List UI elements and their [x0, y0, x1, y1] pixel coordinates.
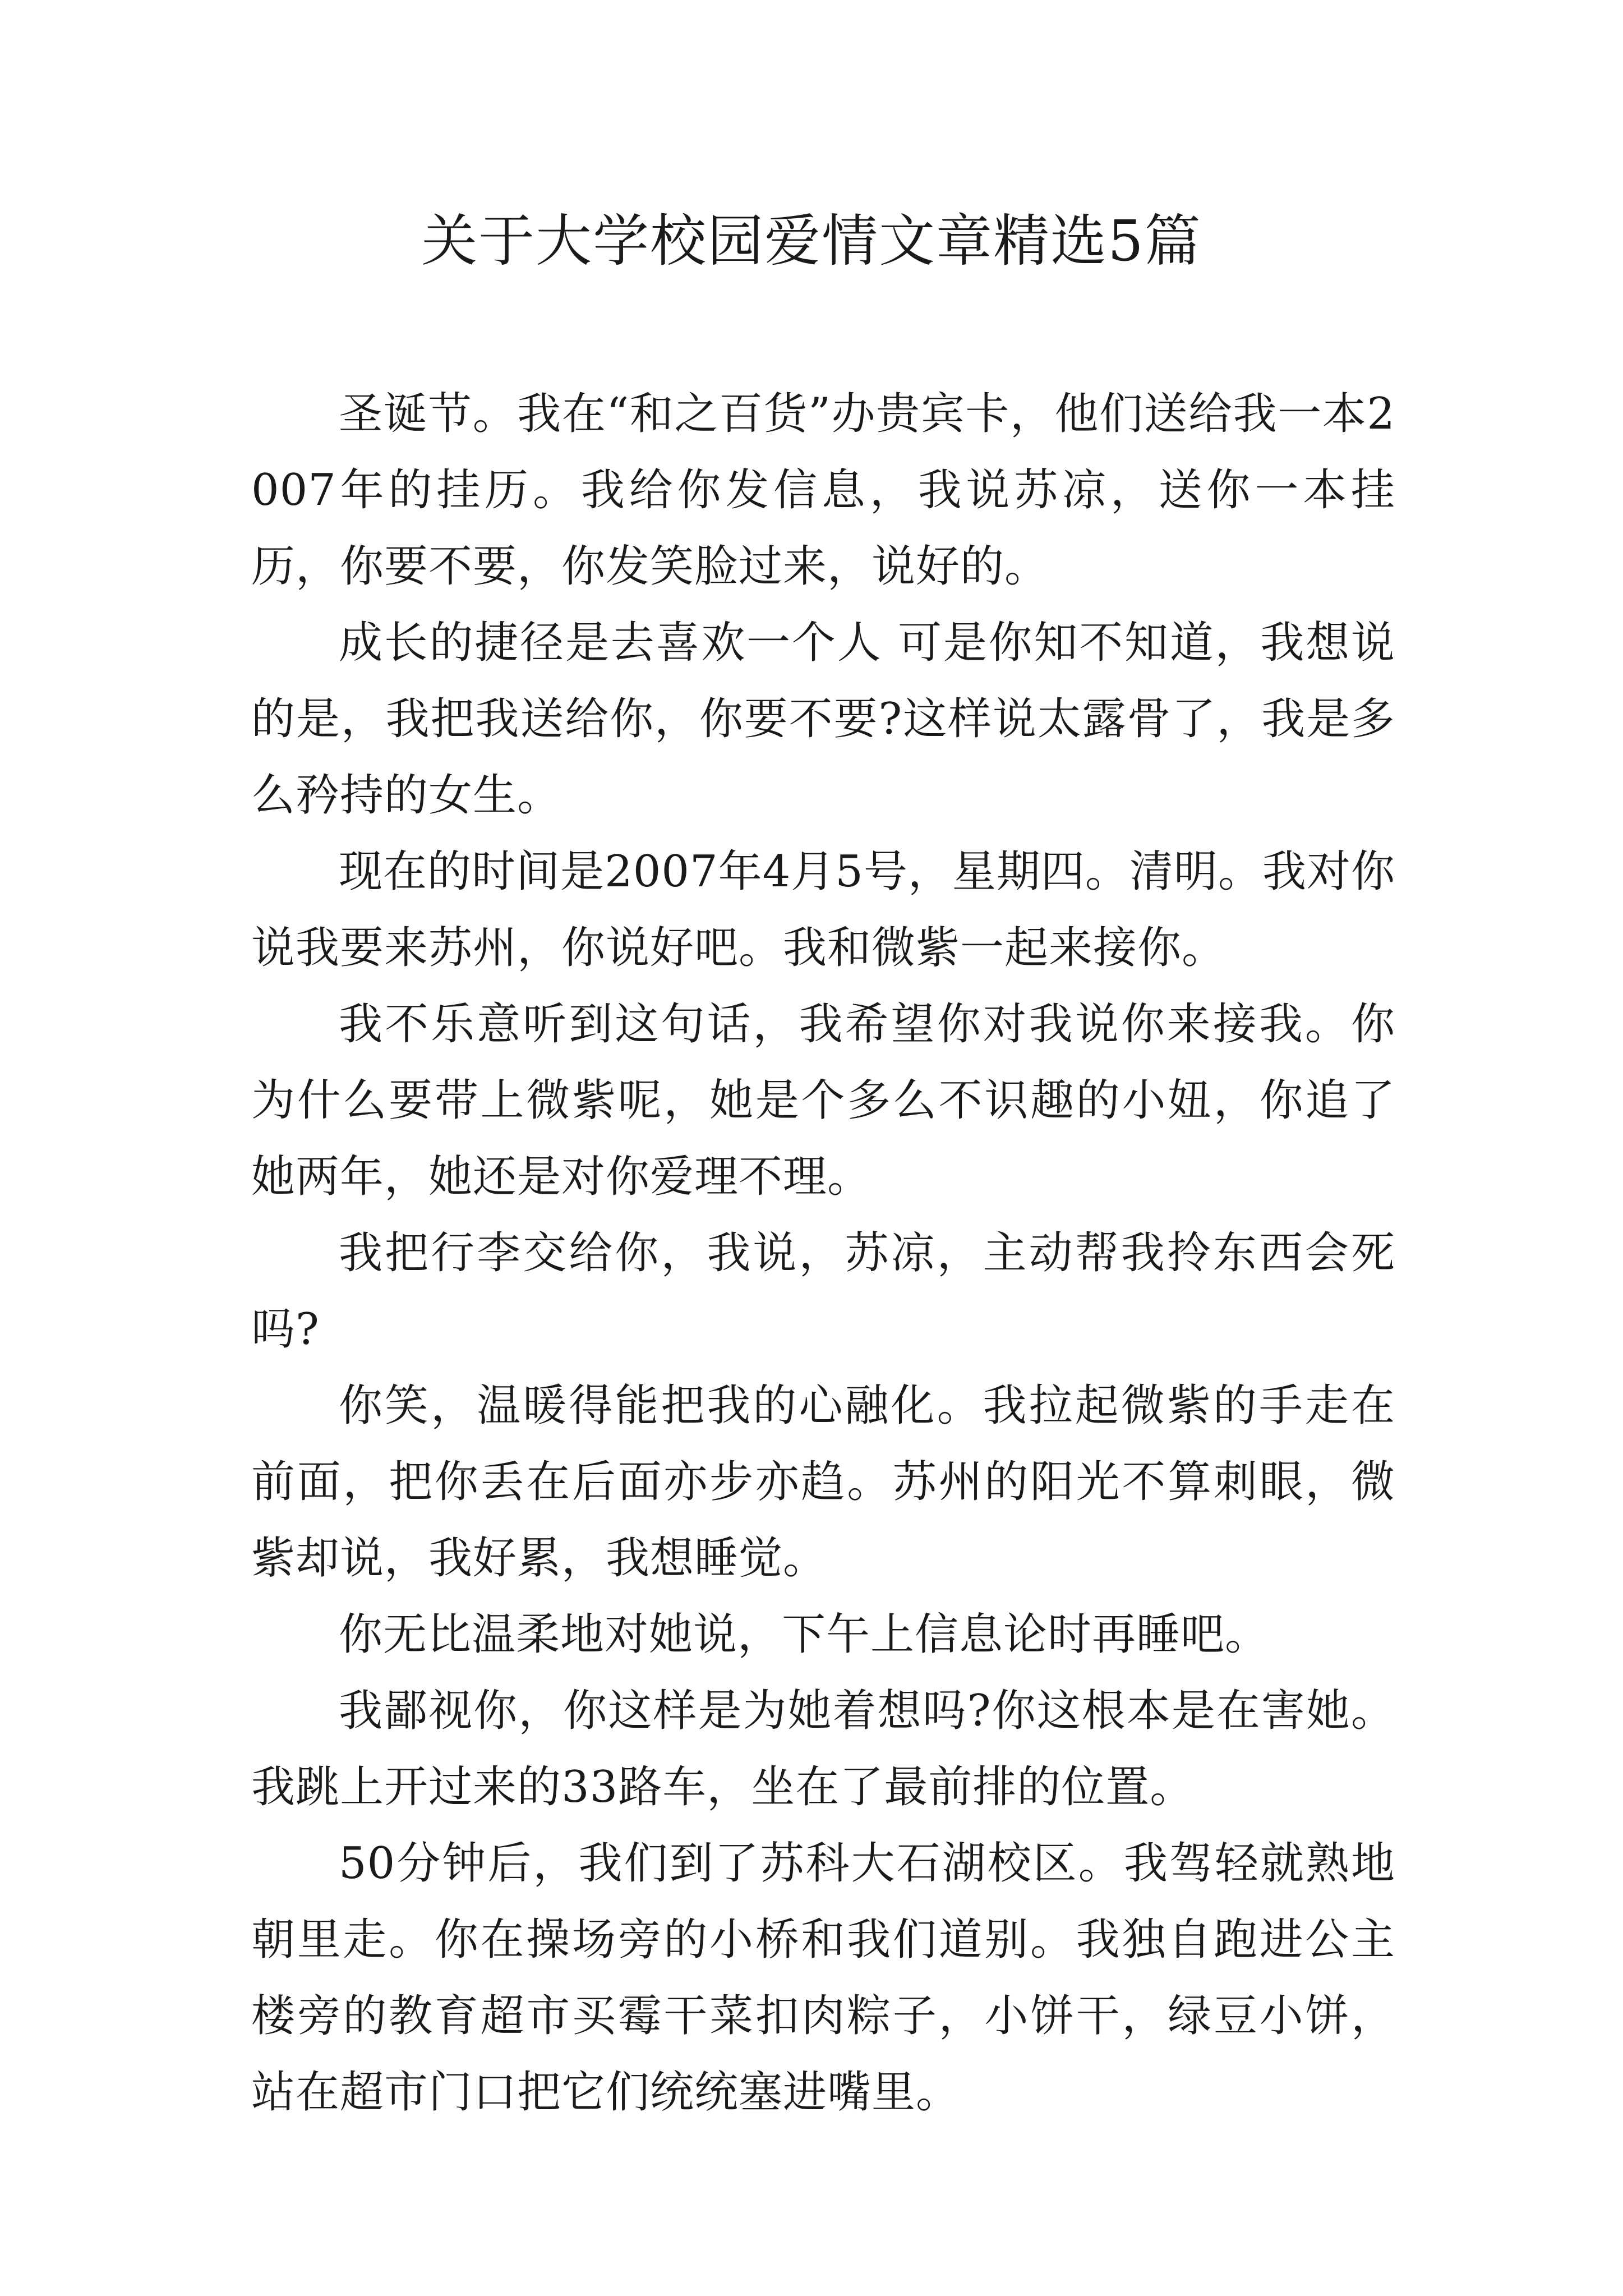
- document-body: [251, 376, 1395, 2131]
- document-title: 关于大学校园爱情文章精选5篇: [421, 208, 1202, 274]
- paragraph: 我鄙视你，你这样是为她着想吗?你这根本是在害她。我跳上开过来的33路车，坐在了最前排的位置。: [251, 1686, 1395, 1812]
- paragraph: 你无比温柔地对她说，下午上信息论时再睡吧。: [339, 1609, 1270, 1660]
- paragraph: 我不乐意听到这句话，我希望你对我说你来接我。你为什么要带上微紫呢，她是个多么不识趣的小妞，你追了她两年，她还是对你爱理不理。: [251, 999, 1395, 1202]
- paragraph: 圣诞节。我在“和之百货”办贵宾卡，他们送给我一本2007年的挂历。我给你发信息，我说苏凉，送你一本挂历，你要不要，你发笑脸过来，说好的。: [251, 389, 1395, 592]
- paragraph: 我把行李交给你，我说，苏凉，主动帮我拎东西会死吗?: [251, 1228, 1395, 1355]
- paragraph: 你笑，温暖得能把我的心融化。我拉起微紫的手走在前面，把你丢在后面亦步亦趋。苏州的阳光不算刺眼，微紫却说，我好累，我想睡觉。: [251, 1381, 1395, 1584]
- paragraph: 现在的时间是2007年4月5号，星期四。清明。我对你说我要来苏州，你说好吧。我和微紫一起来接你。: [251, 846, 1395, 973]
- paragraph: 50分钟后，我们到了苏科大石湖校区。我驾轻就熟地朝里走。你在操场旁的小桥和我们道别。我独自跑进公主楼旁的教育超市买霉干菜扣肉粽子，小饼干，绿豆小饼，站在超市门口把它们统统塞进嘴里。: [251, 1838, 1395, 2118]
- paragraph: 成长的捷径是去喜欢一个人 可是你知不知道，我想说的是，我把我送给你，你要不要?这样说太露骨了，我是多么矜持的女生。: [251, 618, 1395, 821]
